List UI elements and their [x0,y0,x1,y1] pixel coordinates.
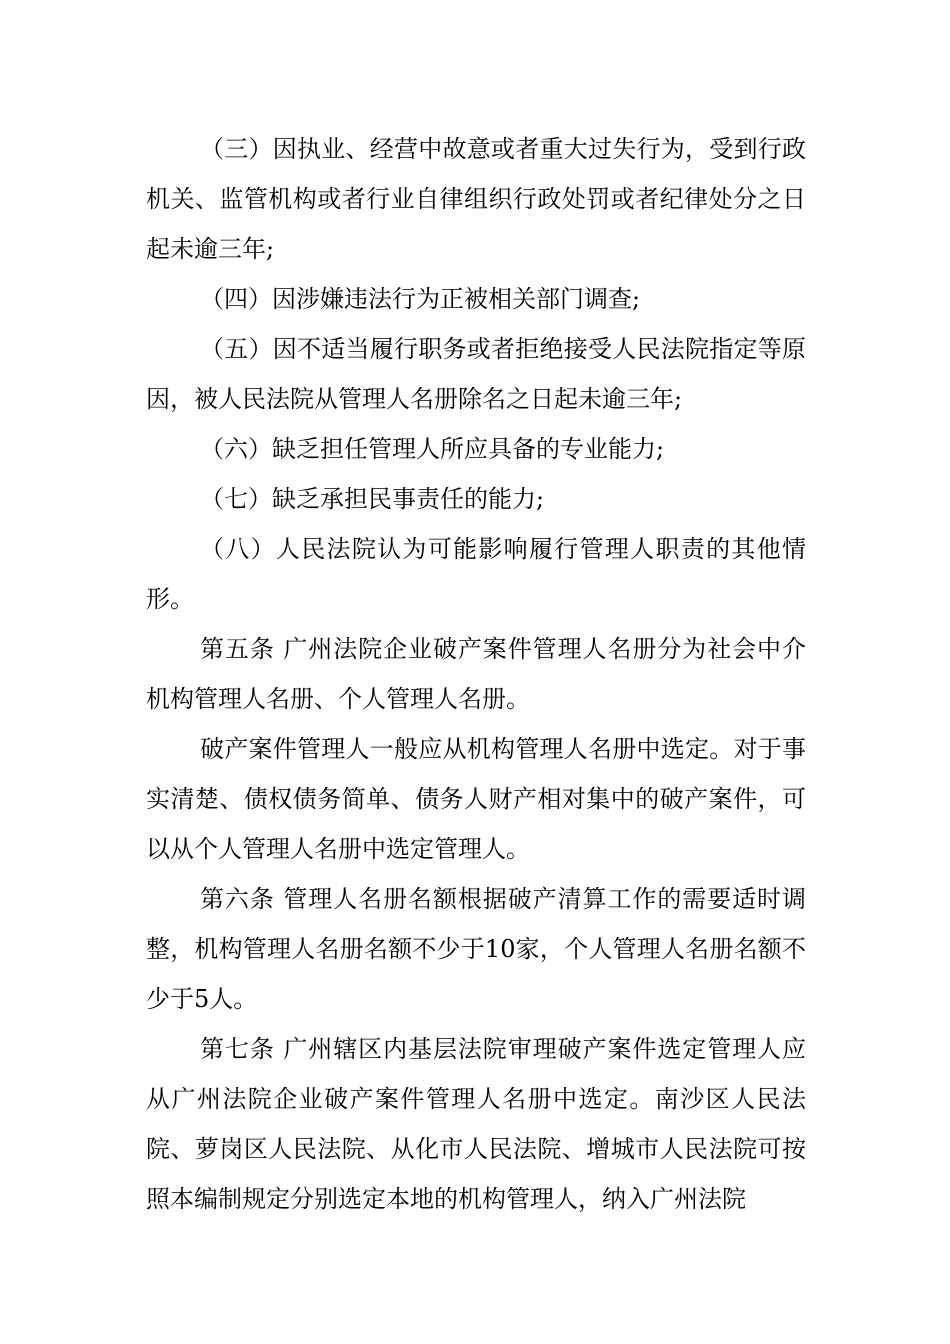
paragraph-item-4: （四）因涉嫌违法行为正被相关部门调查; [200,285,641,313]
paragraph-item-3: （三）因执业、经营中故意或者重大过失行为，受到行政机关、监管机构或者行业自律组织行政处罚或者纪律处分之日起未逾三年; [146,135,806,263]
paragraph-item-6: （六）缺乏担任管理人所应具备的专业能力; [200,435,665,463]
paragraph-article-5: 第五条 广州法院企业破产案件管理人名册分为社会中介机构管理人名册、个人管理人名册。 [146,635,806,713]
paragraph-item-7: （七）缺乏承担民事责任的能力; [200,485,545,513]
paragraph-item-5: （五）因不适当履行职务或者拒绝接受人民法院指定等原因，被人民法院从管理人名册除名之日起未逾三年; [146,335,806,413]
document-page [146,124,806,1224]
paragraph-article-7: 第七条 广州辖区内基层法院审理破产案件选定管理人应从广州法院企业破产案件管理人名册中选定。南沙区人民法院、萝岗区人民法院、从化市人民法院、增城市人民法院可按照本编制规定分别选定本地的机构管理人，纳入广州法院 [146,1035,806,1213]
paragraph-item-8: （八）人民法院认为可能影响履行管理人职责的其他情形。 [146,535,806,613]
paragraph-article-6: 第六条 管理人名册名额根据破产清算工作的需要适时调整，机构管理人名册名额不少于10家，个人管理人名册名额不少于5人。 [146,885,806,1013]
paragraph-article-5-clause-2: 破产案件管理人一般应从机构管理人名册中选定。对于事实清楚、债权债务简单、债务人财产相对集中的破产案件，可以从个人管理人名册中选定管理人。 [146,735,806,863]
